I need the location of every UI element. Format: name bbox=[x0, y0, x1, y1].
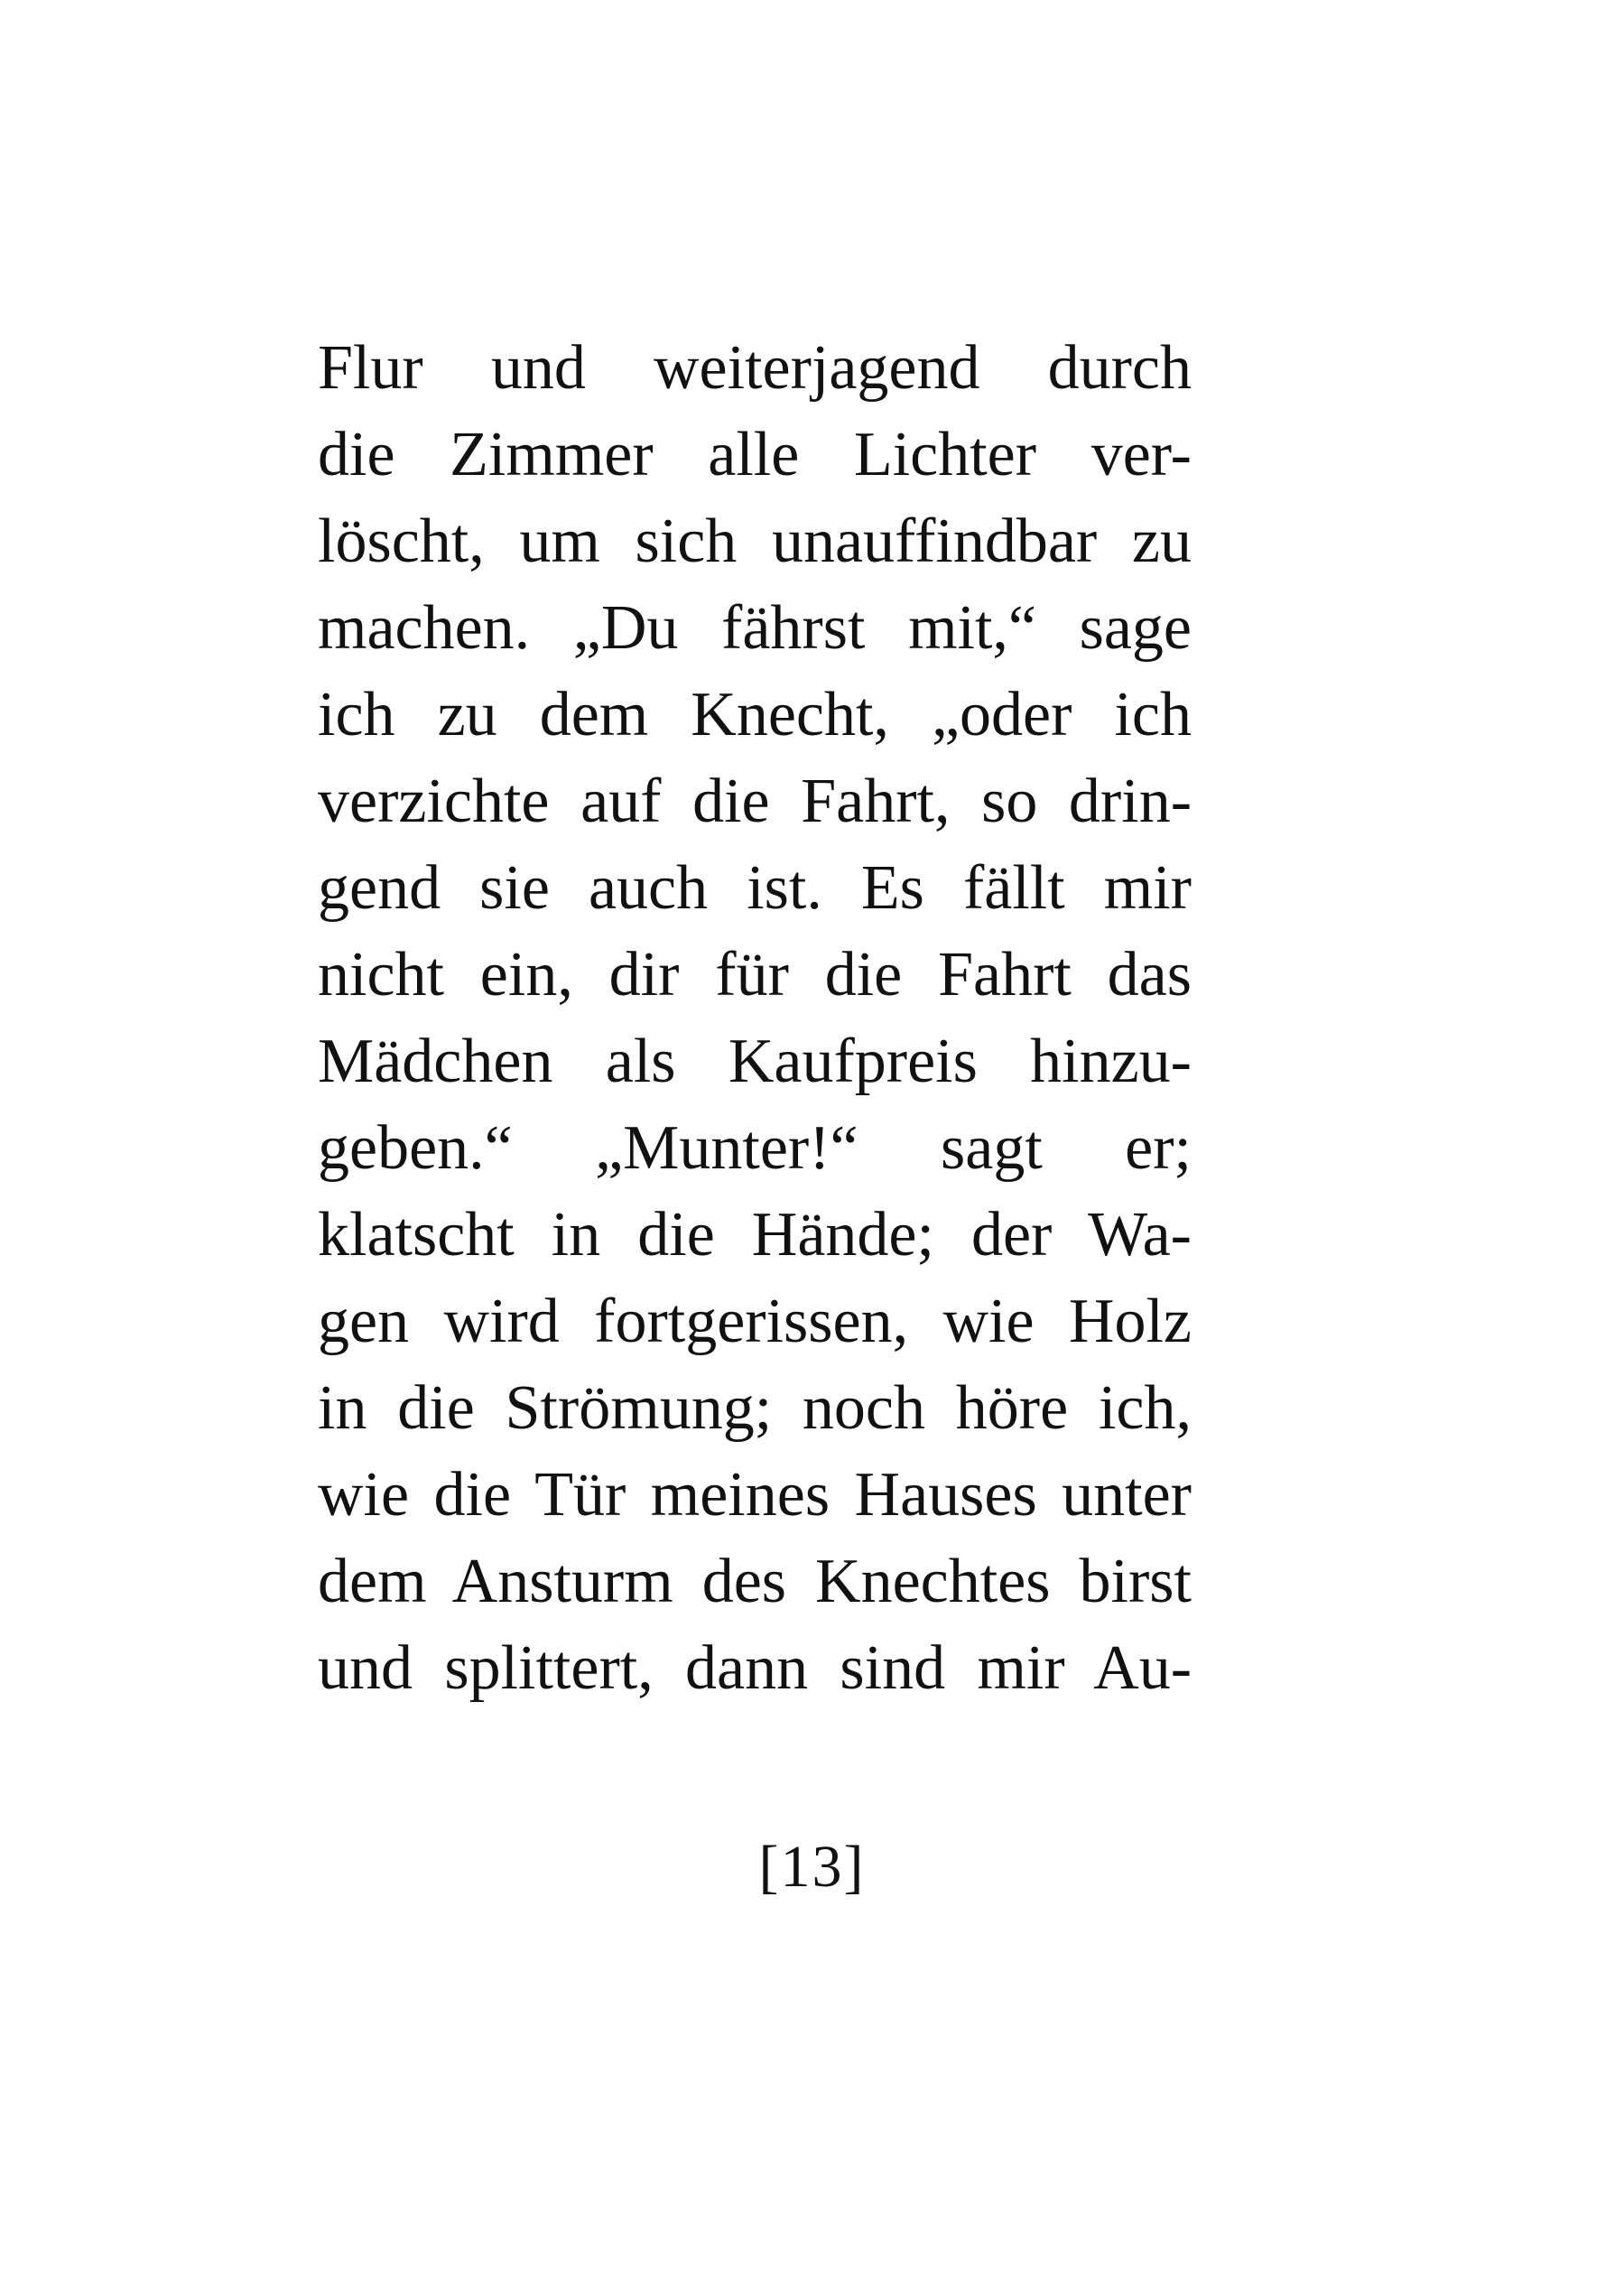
text-line: verzichte auf die Fahrt, so drin- bbox=[318, 767, 1192, 836]
text-line: in die Strömung; noch höre ich, bbox=[318, 1373, 1192, 1443]
text-line: dem Ansturm des Knechtes birst bbox=[318, 1547, 1192, 1616]
page-number: [13] bbox=[758, 1834, 866, 1900]
text-line: Flur und weiterjagend durch bbox=[318, 333, 1192, 403]
text-line: Mädchen als Kaufpreis hinzu- bbox=[318, 1027, 1192, 1096]
text-line: und splittert, dann sind mir Au- bbox=[318, 1633, 1192, 1703]
text-line: gend sie auch ist. Es fällt mir bbox=[318, 853, 1192, 923]
body-text bbox=[318, 325, 1192, 1712]
text-line: klatscht in die Hände; der Wa- bbox=[318, 1200, 1192, 1269]
text-line: wie die Tür meines Hauses unter bbox=[318, 1460, 1192, 1530]
text-line: die Zimmer alle Lichter ver- bbox=[318, 420, 1192, 489]
text-line: nicht ein, dir für die Fahrt das bbox=[318, 940, 1192, 1009]
text-line: gen wird fortgerissen, wie Holz bbox=[318, 1287, 1192, 1356]
text-line: machen. „Du fährst mit,“ sage bbox=[318, 593, 1192, 663]
text-line: geben.“ „Munter!“ sagt er; bbox=[318, 1113, 1192, 1183]
text-line: ich zu dem Knecht, „oder ich bbox=[318, 680, 1192, 749]
text-line: löscht, um sich unauffindbar zu bbox=[318, 507, 1192, 576]
